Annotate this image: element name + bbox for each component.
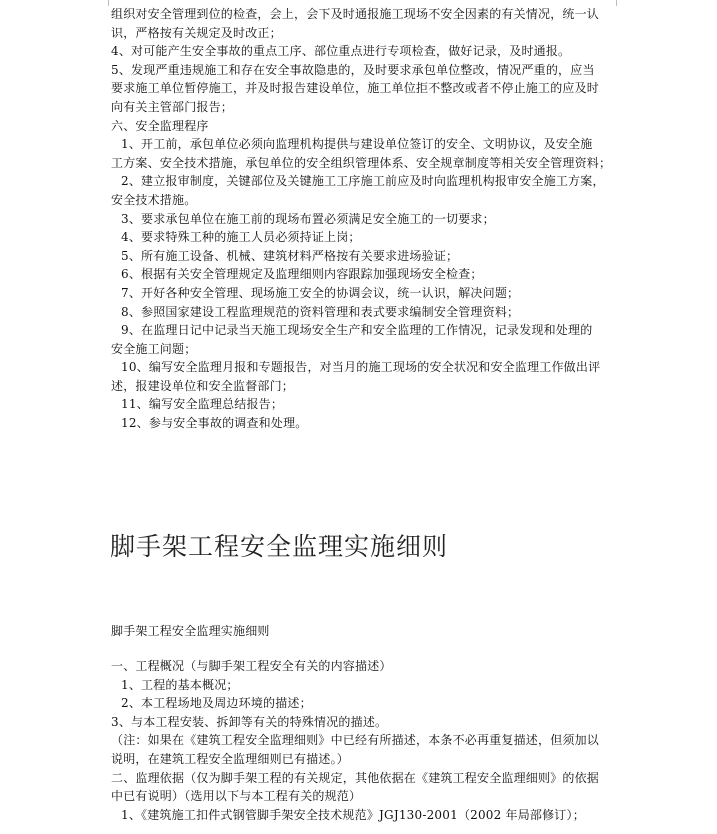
text-line: 3、要求承包单位在施工前的现场布置必须满足安全施工的一切要求；	[121, 211, 495, 226]
text-line: 12、参与安全事故的调查和处理。	[121, 416, 308, 431]
text-line: 1、开工前，承包单位必须向监理机构提供与建设单位签订的安全、文明协议，及安全施	[121, 137, 593, 152]
text-line: 述，报建设单位和安全监督部门；	[111, 378, 295, 393]
text-line: 9、在监理日记中记录当天施工现场安全生产和安全监理的工作情况，记录发现和处理的	[121, 323, 593, 338]
text-line: 向有关主管部门报告；	[111, 99, 234, 114]
text-line: 7、开好各种安全管理、现场施工安全的协调会议，统一认识，解决问题；	[121, 285, 520, 300]
body-text-top	[111, 5, 611, 433]
text-line: 1、工程的基本概况；	[121, 677, 239, 692]
text-line: 组织对安全管理到位的检查，会上，会下及时通报施工现场不安全因素的有关情况，统一认	[111, 7, 600, 21]
text-line: 1、《建筑施工扣件式钢管脚手架安全技术规范》JGJ130-2001（2002 年局部修订）；	[121, 807, 585, 822]
text-line: 工方案、安全技术措施，承包单位的安全组织管理体系、安全规章制度等相关安全管理资料；	[111, 155, 611, 170]
text-line: 说明，在建筑工程安全监理细则已有描述。）	[111, 751, 350, 766]
body-text-bottom	[111, 657, 611, 824]
text-line: 要求施工单位暂停施工，并及时报告建设单位，施工单位拒不整改或者不停止施工的应及时	[111, 81, 600, 96]
text-line: 8、参照国家建设工程监理规范的资料管理和表式要求编制安全管理资料；	[121, 304, 520, 319]
document-subtitle	[111, 622, 611, 641]
text-line: 六、安全监理程序	[111, 118, 209, 133]
text-line: 5、所有施工设备、机械、建筑材料严格按有关要求进场验证；	[121, 248, 459, 263]
margin-corner-mark	[98, 0, 109, 6]
text-line: （注：如果在《建筑工程安全监理细则》中已经有所描述，本条不必再重复描述，但须加以	[111, 733, 600, 748]
text-line: 10、编写安全监理月报和专题报告，对当月的施工现场的安全状况和安全监理工作做出评	[121, 360, 601, 375]
text-line: 识，严格按有关规定及时改正；	[111, 25, 282, 40]
text-line: 4、要求特殊工种的施工人员必须持证上岗；	[121, 230, 361, 245]
text-line: 11、编写安全监理总结报告；	[121, 397, 284, 412]
text-line: 二、监理依据（仅为脚手架工程的有关规定，其他依据在《建筑工程安全监理细则》的依据	[111, 770, 600, 785]
text-line: 6、根据有关安全管理规定及监理细则内容跟踪加强现场安全检查；	[121, 267, 483, 282]
text-line: 5、发现严重违规施工和存在安全事故隐患的，及时要求承包单位整改，情况严重的，应当	[111, 62, 595, 77]
subtitle-line: 脚手架工程安全监理实施细则	[111, 624, 270, 638]
text-line: 安全施工问题；	[111, 341, 197, 356]
text-line: 安全技术措施。	[111, 192, 197, 207]
text-line: 中已有说明）（选用以下与本工程有关的规范）	[111, 789, 362, 804]
text-line: 3、与本工程安装、拆卸等有关的特殊情况的描述。	[111, 714, 388, 729]
document-heading: 脚手架工程安全监理实施细则	[110, 532, 449, 561]
text-line: 一、工程概况（与脚手架工程安全有关的内容描述）	[111, 659, 392, 673]
margin-corner-mark	[616, 0, 627, 6]
text-line: 2、建立报审制度，关键部位及关键施工工序施工前应及时向监理机构报审安全施工方案，	[121, 174, 605, 189]
text-line: 4、对可能产生安全事故的重点工序、部位重点进行专项检查，做好记录，及时通报。	[111, 44, 571, 59]
text-line: 2、本工程场地及周边环境的描述；	[121, 696, 312, 711]
